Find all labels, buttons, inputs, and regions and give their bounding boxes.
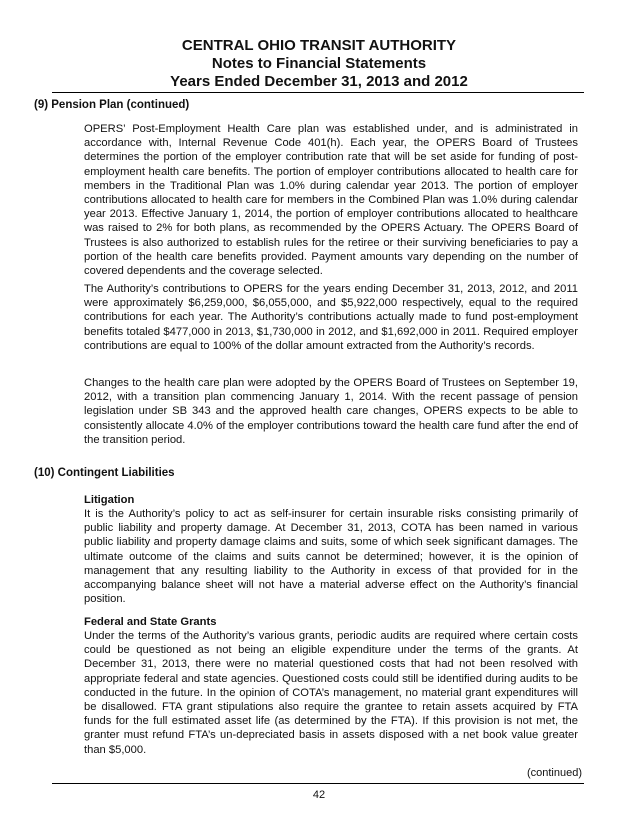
header-rule bbox=[52, 92, 584, 93]
document-title: Notes to Financial Statements bbox=[211, 55, 427, 72]
org-name: CENTRAL OHIO TRANSIT AUTHORITY bbox=[181, 37, 457, 54]
section-10-heading: (10) Contingent Liabilities bbox=[34, 467, 175, 479]
section-9-paragraph-2: The Authority’s contributions to OPERS for the years ending December 31, 2013, 2012, and 2011 were approximately $6,259,000, $6,055,000, and $5,922,000 respectively, equal to the required contributions for each year. The Authority’s contributions actually made to fund post-employment benefits totaled $477,000 in 2013, $1,730,000 in 2012, and $1,692,000 in 2011. Required employer contributions are equal to 100% of the dollar amount extracted from the Authority’s records. bbox=[84, 283, 578, 352]
section-9-heading: (9) Pension Plan (continued) bbox=[34, 99, 190, 111]
document-period: Years Ended December 31, 2013 and 2012 bbox=[170, 73, 468, 90]
continued-label: (continued) bbox=[526, 767, 582, 779]
litigation-paragraph: It is the Authority’s policy to act as self-insurer for certain insurable risks consisting primarily of public liability and property damage. At December 31, 2013, COTA has been named in various public liability and property damage claims and suits, some of which seek significant damages. The ultimate outcome of the claims and suits cannot be determined; however, it is the opinion of management that any resulting liability to the Authority in excess of that provided for in the accompanying balance sheet will not have a material adverse effect on the Authority’s financial position. bbox=[84, 508, 578, 606]
section-9-paragraph-3: Changes to the health care plan were adopted by the OPERS Board of Trustees on September 19, 2012, with a transition plan commencing January 1, 2014. With the recent passage of pension legislation under SB 343 and the approved health care changes, OPERS expects to be able to consistently allocate 4.0% of the employer contributions toward the health care fund after the end of the transition period. bbox=[84, 377, 578, 446]
footer-rule bbox=[52, 783, 584, 784]
grants-paragraph: Under the terms of the Authority’s various grants, periodic audits are required where certain costs could be questioned as not being an eligible expenditure under the terms of the grants. At December 31, 2013, there were no material questioned costs that had not been resolved with appropriate federal and state agencies. Questioned costs could still be identified during audits to be conducted in the future. In the opinion of COTA’s management, no material grant expenditures will be disallowed. FTA grant stipulations also require the grantee to retain assets acquired by FTA funds for the full estimated asset life (as determined by the FTA). If this provision is not met, the granter must refund FTA’s un-depreciated basis in assets disposed with a net book value greater than $5,000. bbox=[84, 630, 578, 756]
grants-heading: Federal and State Grants bbox=[84, 616, 217, 628]
litigation-heading: Litigation bbox=[84, 494, 135, 506]
page-number: 42 bbox=[312, 789, 326, 801]
section-9-paragraph-1: OPERS’ Post-Employment Health Care plan was established under, and is administrated in accordance with, Internal Revenue Code 401(h). Each year, the OPERS Board of Trustees determines the portion of the employer contribution rate that will be set aside for funding of post-employment health care benefits. The portion of employer contributions allocated to health care for members in the Traditional Plan was 1.0% during calendar year 2013. The portion of employer contributions allocated to health care for members in the Combined Plan was 1.0% during calendar year 2013. Effective January 1, 2014, the portion of employer contributions allocated to healthcare was raised to 2% for both plans, as recommended by the OPERS Actuary. The OPERS Board of Trustees is also authorized to establish rules for the retiree or their surviving beneficiaries to pay a portion of the health care benefits provided. Payment amounts vary depending on the number of covered dependents and the coverage selected. bbox=[84, 123, 578, 278]
